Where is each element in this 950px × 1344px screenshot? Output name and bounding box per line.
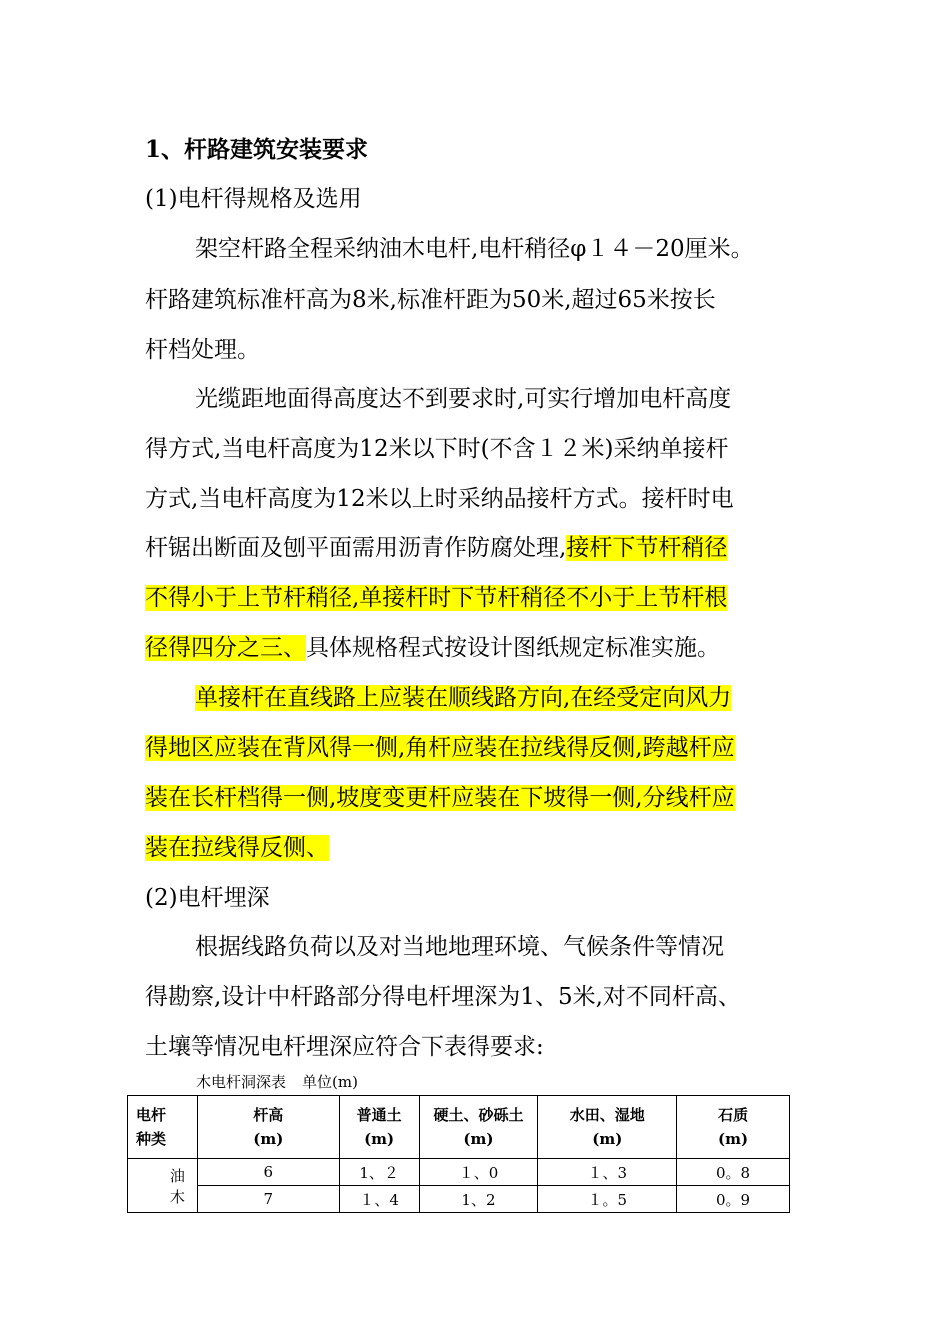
highlighted-text: 得地区应装在背风得一侧,角杆应装在拉线得反侧,跨越杆应 — [145, 735, 735, 761]
table-header-row — [128, 1096, 790, 1159]
paragraph-line — [145, 533, 727, 563]
header-cell-hard-soil: 硬土、砂砾土 (m) — [419, 1096, 538, 1159]
paragraph-line: 光缆距地面得高度达不到要求时,可实行增加电杆高度 — [195, 386, 732, 412]
table-cell: 6 — [197, 1159, 339, 1186]
table-cell: 7 — [197, 1186, 339, 1213]
header-cell-pole-height: 杆高 (m) — [197, 1096, 339, 1159]
paragraph-line — [145, 783, 735, 813]
table-cell: １、3 — [538, 1159, 677, 1186]
subsection-title-1: (1)电杆得规格及选用 — [145, 186, 362, 212]
highlighted-text: 装在长杆档得一侧,坡度变更杆应装在下坡得一侧,分线杆应 — [145, 785, 735, 811]
subsection-title-2: (2)电杆埋深 — [145, 885, 270, 911]
header-cell-paddy-wetland: 水田、湿地 (m) — [538, 1096, 677, 1159]
table-caption-unit: 单位(m) — [302, 1073, 358, 1091]
highlighted-text: 径得四分之三、 — [145, 635, 306, 661]
pole-depth-table — [127, 1095, 790, 1213]
header-cell-rock: 石质 (m) — [677, 1096, 790, 1159]
table-row — [128, 1159, 790, 1186]
paragraph-line: 杆档处理。 — [145, 337, 260, 363]
paragraph-line: 得勘察,设计中杆路部分得电杆埋深为1、5米,对不同杆高、 — [145, 984, 741, 1010]
header-cell-pole-type: 电杆 种类 — [128, 1096, 198, 1159]
table-cell: 1、２ — [339, 1159, 419, 1186]
table-cell: １、4 — [339, 1186, 419, 1213]
paragraph-line: 方式,当电杆高度为12米以上时采纳品接杆方式。接杆时电 — [145, 486, 734, 512]
paragraph-line: 土壤等情况电杆埋深应符合下表得要求: — [145, 1034, 544, 1060]
table-cell: 1、2 — [419, 1186, 538, 1213]
table-caption — [196, 1072, 358, 1092]
table-cell: １。5 — [538, 1186, 677, 1213]
paragraph-line: 杆路建筑标准杆高为8米,标准杆距为50米,超过65米按长 — [145, 287, 716, 313]
plain-text: 具体规格程式按设计图纸规定标准实施。 — [306, 635, 720, 661]
pole-kind-cell: 油 木 — [128, 1159, 198, 1213]
table-cell: 0。8 — [677, 1159, 790, 1186]
highlighted-text: 不得小于上节杆稍径,单接杆时下节杆稍径不小于上节杆根 — [145, 585, 728, 611]
table-cell: １、0 — [419, 1159, 538, 1186]
table-cell: 0。9 — [677, 1186, 790, 1213]
highlighted-text: 单接杆在直线路上应装在顺线路方向,在经受定向风力 — [195, 685, 732, 711]
paragraph-line: 架空杆路全程采纳油木电杆,电杆稍径φ１４－20厘米。 — [195, 236, 754, 262]
paragraph-line — [145, 833, 329, 863]
header-cell-normal-soil: 普通土 (m) — [339, 1096, 419, 1159]
paragraph-line — [145, 583, 727, 613]
paragraph-line: 根据线路负荷以及对当地地理环境、气候条件等情况 — [195, 934, 724, 960]
table-caption-title: 木电杆洞深表 — [196, 1073, 287, 1091]
highlighted-text: 接杆下节杆稍径 — [566, 535, 728, 561]
paragraph-line — [145, 733, 735, 763]
paragraph-line — [145, 633, 720, 663]
highlighted-text: 装在拉线得反侧、 — [145, 835, 329, 861]
table-row — [128, 1186, 790, 1213]
paragraph-line — [195, 683, 731, 713]
section-heading: 1、杆路建筑安装要求 — [145, 136, 369, 163]
paragraph-line: 得方式,当电杆高度为12米以下时(不含１２米)采纳单接杆 — [145, 436, 729, 462]
plain-text: 杆锯出断面及刨平面需用沥青作防腐处理, — [145, 535, 567, 561]
